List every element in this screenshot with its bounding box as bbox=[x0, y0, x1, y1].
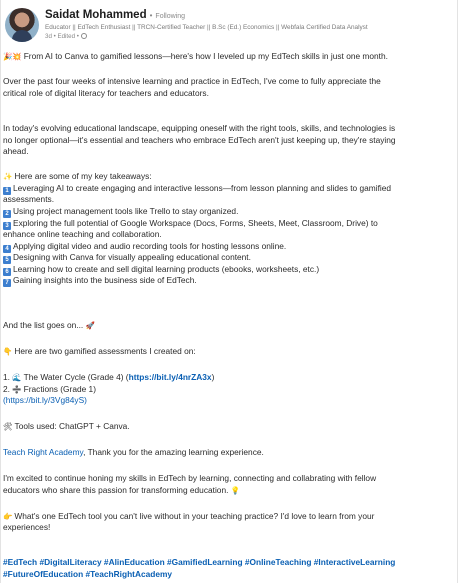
water-cycle-link[interactable]: https://bit.ly/4nrZA3x bbox=[128, 372, 212, 382]
author-name-row bbox=[45, 9, 185, 21]
question-line-1: 👉 What's one EdTech tool you can't live without in your teaching practice? I'd love to learn from your bbox=[3, 511, 375, 521]
paragraph-2-line-2: no longer optional—it's essential and teachers who embrace EdTech aren't just keeping up, they're staying bbox=[3, 135, 396, 145]
pointing-right-icon: 👉 bbox=[3, 512, 13, 521]
question-line-2: experiences! bbox=[3, 522, 51, 532]
avatar[interactable] bbox=[5, 8, 39, 42]
fractions-link[interactable]: (https://bit.ly/3Vg84yS) bbox=[3, 395, 87, 405]
tools-line: 🛠 Tools used: ChatGPT + Canva. bbox=[3, 421, 130, 431]
post-time: 3d • Edited • bbox=[45, 33, 79, 40]
paragraph-1-line-2: critical role of digital literacy for teachers and educators. bbox=[3, 88, 209, 98]
assessment-item-2: 2. ➗ Fractions (Grade 1) bbox=[3, 384, 96, 394]
closing-line-1: I'm excited to continue honing my skills in EdTech by learning, connecting and collabrating with fellow bbox=[3, 473, 377, 483]
party-icon: 🎉💥 bbox=[3, 52, 22, 61]
intro-line: 🎉💥 From AI to Canva to gamified lessons—here's how I leveled up my EdTech skills in just one month. bbox=[3, 51, 388, 61]
assessments-heading: 👇 Here are two gamified assessments I created on: bbox=[3, 346, 196, 356]
tools-icon: 🛠 bbox=[3, 422, 13, 431]
takeaway-item: 7 Gaining insights into the business side of EdTech. bbox=[3, 275, 455, 287]
separator-dot: • bbox=[149, 11, 153, 20]
takeaway-item-continuation: assessments. bbox=[3, 194, 55, 204]
takeaway-item: 1 Leveraging AI to create engaging and interactive lessons—from lesson planning and slides to gamified bbox=[3, 183, 455, 195]
post-meta bbox=[45, 33, 87, 40]
following-label: Following bbox=[155, 13, 185, 20]
keycap-3-icon: 3 bbox=[3, 222, 11, 230]
author-name[interactable]: Saidat Mohammed bbox=[45, 9, 147, 21]
keycap-7-icon: 7 bbox=[3, 279, 11, 287]
lightbulb-icon: 💡 bbox=[230, 486, 241, 495]
sparkles-icon: ✨ bbox=[3, 172, 13, 181]
keycap-5-icon: 5 bbox=[3, 256, 11, 264]
rocket-icon: 🚀 bbox=[85, 321, 95, 330]
teach-right-academy-link[interactable]: Teach Right Academy bbox=[3, 447, 84, 457]
paragraph-1-line-1: Over the past four weeks of intensive learning and practice in EdTech, I've come to fully appreciate the bbox=[3, 76, 381, 86]
list-goes-on-line: And the list goes on... 🚀 bbox=[3, 320, 95, 330]
academy-line: Teach Right Academy, Thank you for the amazing learning experience. bbox=[3, 447, 264, 457]
takeaway-item: 2 Using project management tools like Trello to stay organized. bbox=[3, 206, 455, 218]
takeaway-item: 5 Designing with Canva for visually appealing educational content. bbox=[3, 252, 455, 264]
author-headline: Educator || EdTech Enthusiast || TRCN-Certified Teacher || B.Sc (Ed.) Economics || Webfala Certified Data Analyst bbox=[45, 24, 368, 31]
keycap-2-icon: 2 bbox=[3, 210, 11, 218]
keycap-1-icon: 1 bbox=[3, 187, 11, 195]
globe-icon bbox=[81, 33, 87, 39]
keycap-6-icon: 6 bbox=[3, 268, 11, 276]
paragraph-2-line-1: In today's evolving educational landscape, equipping oneself with the right tools, skills, and technologies is bbox=[3, 123, 396, 133]
takeaway-item: 3 Exploring the full potential of Google Workspace (Docs, Forms, Sheets, Meet, Classroom, Drive) to bbox=[3, 218, 455, 230]
divide-icon: ➗ bbox=[12, 385, 22, 394]
closing-line-2: educators who share this passion for transforming education. 💡 bbox=[3, 485, 241, 495]
fractions-link-line bbox=[3, 395, 455, 406]
takeaway-item-continuation: enhance online teaching and collaboration. bbox=[3, 229, 162, 239]
keycap-4-icon: 4 bbox=[3, 245, 11, 253]
paragraph-2-line-3: ahead. bbox=[3, 146, 29, 156]
hashtags-line-2[interactable]: #FutureOfEducation #TeachRightAcademy bbox=[3, 569, 173, 579]
post-header bbox=[5, 8, 457, 48]
takeaways-heading: ✨ Here are some of my key takeaways: bbox=[3, 171, 152, 181]
assessment-item-1: 1. 🌊 The Water Cycle (Grade 4) (https://bit.ly/4nrZA3x) bbox=[3, 372, 215, 382]
wave-icon: 🌊 bbox=[12, 373, 22, 382]
takeaway-item: 4 Applying digital video and audio recording tools for hosting lessons online. bbox=[3, 241, 455, 253]
hashtags-line-1[interactable]: #EdTech #DigitalLiteracy #AlinEducation #GamifiedLearning #OnlineTeaching #InteractiveLearning bbox=[3, 557, 396, 567]
pointing-down-icon: 👇 bbox=[3, 347, 13, 356]
takeaway-item: 6 Learning how to create and sell digital learning products (ebooks, worksheets, etc.) bbox=[3, 264, 455, 276]
